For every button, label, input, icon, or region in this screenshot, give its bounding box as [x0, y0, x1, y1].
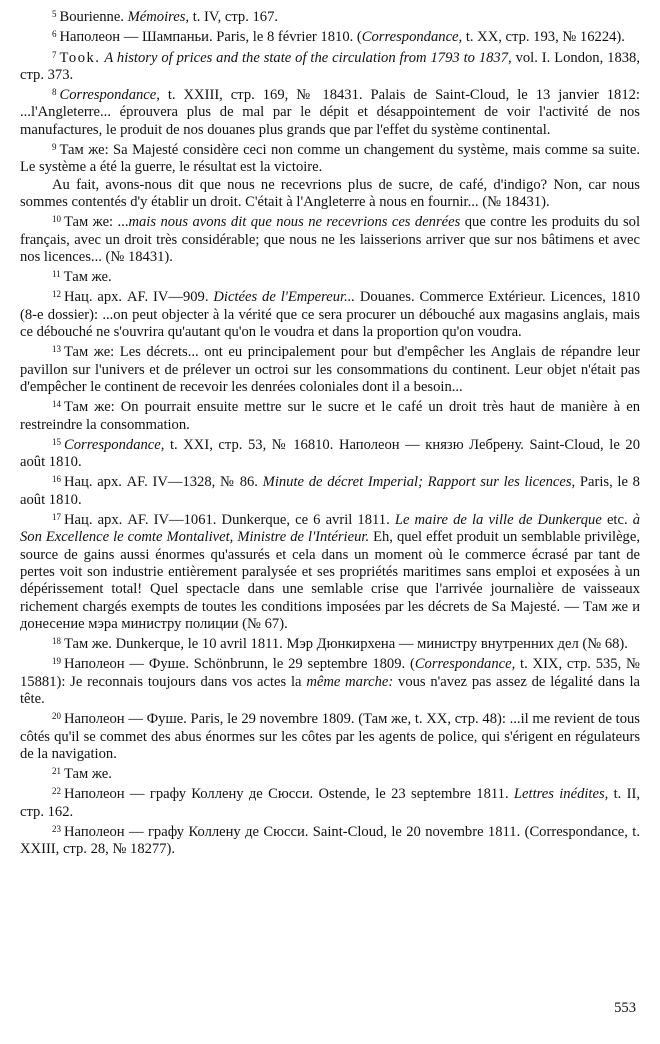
footnote-number: 20: [52, 711, 61, 722]
footnote-text: Dictées de l'Empereur...: [213, 289, 356, 306]
footnote-text: mais nous avons dit que nous ne recevrions ces denrées: [128, 214, 461, 231]
footnote-9: [20, 139, 640, 177]
footnote-text: Correspondance,: [59, 87, 160, 104]
footnote-number: 6: [52, 29, 57, 40]
footnote-19: [20, 653, 640, 708]
footnote-number: 8: [52, 87, 57, 98]
footnote-text: Le maire de la ville de Dunkerque: [394, 512, 602, 529]
footnote-text: A history of prices and the state of the circulation from 1793 to 1837,: [104, 49, 512, 66]
footnote-text: Наполеон — Фуше. Schönbrunn, le 29 septembre 1809. (: [64, 656, 415, 673]
footnote-number: 15: [52, 436, 61, 447]
footnote-text: t. II, стр. 162.: [20, 786, 640, 820]
footnote-18: [20, 633, 640, 653]
footnote-text: t. XXI, стр. 53, № 16810. Наполеон — князю Лебрену. Saint-Cloud, le 20 août 1810.: [20, 436, 640, 471]
footnote-16: [20, 471, 640, 509]
footnote-number: 17: [52, 512, 61, 523]
footnote-text: Eh, quel effet produit un semblable privilège, source de gains aussi énormes qu'assurés et cela dans un moment où le commerce écrasé par tant de pertes voit son industrie entièrement paralysée et ses propriétés maritimes sans emploi et exposées à un dépérissement total! Quel spectacle dans une semlable crise que l'arrivée journalière de vaisseaux richement chargés exempts de toutes les conditions imposées par les décrets de Sa Majesté. — Там же и донесение мэра министру полиции (№ 67).: [20, 529, 640, 632]
footnote-number: 21: [52, 766, 61, 777]
footnote-number: 22: [52, 786, 61, 797]
footnote-text: etc.: [601, 512, 633, 529]
footnote-text: t. IV, стр. 167.: [189, 9, 279, 25]
footnote-text: Наполеон — графу Коллену де Сюсси. Saint-Cloud, le 20 novembre 1811. (Correspondance, t. XXIII, стр. 28, № 18277).: [20, 824, 640, 858]
footnote-continuation: [20, 177, 640, 212]
footnote-text: Нац. арх. AF. IV—909.: [64, 289, 214, 306]
footnote-text: que contre les produits du sol français, avec un droit très considérable; que nous ne les laisserions arriver que sur nos bâtimens et avec nos licences... (№ 18431).: [20, 214, 640, 265]
footnote-text: vous n'avez pas assez de légalité dans la tête.: [20, 673, 640, 707]
footnote-number: 16: [52, 474, 61, 485]
footnote-text: Au fait, avons-nous dit que nous ne recevrions plus de sucre, de café, d'indigo? Non, car nous sommes contentés d'y établir un droit. C'était à l'Angleterre à nous en fournir... (№ 18431).: [20, 176, 640, 210]
footnote-text: Minute de décret Imperial; Rapport sur les licences,: [262, 474, 576, 491]
page-number: 553: [614, 1000, 636, 1016]
footnote-14: [20, 396, 640, 434]
footnote-12: [20, 286, 640, 341]
footnote-text: t. XX, стр. 193, № 16224).: [462, 29, 625, 46]
footnote-text: Нац. арх. AF. IV—1061. Dunkerque, ce 6 avril 1811.: [64, 512, 395, 529]
footnote-text: même marche:: [306, 673, 394, 690]
footnote-number: 7: [52, 49, 57, 60]
footnote-text: Correspondance,: [64, 436, 165, 453]
footnote-number: 23: [52, 824, 61, 835]
footnote-number: 13: [52, 344, 61, 355]
footnote-text: Там же: Les décrets... ont eu principalement pour but d'empêcher les Anglais de répandre leur pavillon sur l'univers et de prélever un octroi sur les consommations du continent. Leur objet n'était pas d'empêcher le continent de recevoir les denrées coloniales dont il a besoin...: [20, 344, 640, 395]
footnote-8: [20, 84, 640, 139]
footnote-text: Там же: Sa Majesté considère ceci non comme un changement du système, mais comme sa suite. Le système a été la guerre, le résultat est la victoire.: [20, 142, 640, 176]
footnote-22: [20, 783, 640, 821]
footnote-5: [20, 6, 640, 26]
footnote-10: [20, 211, 640, 266]
footnote-text: Took.: [59, 49, 101, 66]
footnote-20: [20, 708, 640, 763]
footnotes-block: [20, 6, 640, 859]
footnote-text: Lettres inédites,: [513, 786, 609, 803]
footnote-text: Наполеон — Шампаньи. Paris, le 8 février 1810. (: [59, 29, 362, 46]
footnote-text: Correspondance,: [361, 29, 463, 46]
footnote-number: 19: [52, 656, 61, 667]
footnote-text: Наполеон — Фуше. Paris, le 29 novembre 1809. (Там же, t. XX, стр. 48): ...il me revient de tous côtés qu'il se commet des abus énormes sur les côtes par les agents de police, qui s'érigent en régulateurs de la navigation.: [20, 711, 640, 762]
footnote-number: 18: [52, 636, 61, 647]
footnote-text: Douanes. Commerce Extérieur. Licences, 1810 (8-e dossier): ...on peut objecter à la vérité que ce sera procurer un débouché aux magasins anglais, mais ce débouché ne s'ouvrira qu'autant qu'on le voudra et dans la proportion qu'on voudra.: [20, 289, 640, 341]
footnote-text: à Son Excellence le comte Montalivet, Ministre de l'Intérieur.: [20, 512, 640, 546]
footnote-number: 12: [52, 289, 61, 300]
footnote-number: 10: [52, 214, 61, 225]
footnote-text: Там же: ...: [64, 214, 129, 231]
footnote-23: [20, 821, 640, 859]
footnote-text: Нац. арх. AF. IV—1328, № 86.: [64, 474, 263, 491]
footnote-text: t. XIX, стр. 535, № 15881): Je reconnais toujours dans vos actes la: [20, 656, 640, 690]
footnote-11: [20, 266, 640, 286]
footnote-text: t. XXIII, стр. 169, № 18431. Palais de Saint-Cloud, le 13 janvier 1812: ...l'Angleterre... éprouvera plus de mal par le dépit et désappointement de voir l'activité de nos manufactures, le produit de nos douanes plus grands que par l'effet du système continental.: [20, 87, 640, 138]
footnote-text: Там же.: [63, 269, 112, 286]
footnote-number: 11: [52, 269, 61, 280]
footnote-text: vol. I. London, 1838, стр. 373.: [20, 49, 640, 83]
footnote-number: 5: [52, 9, 57, 19]
footnote-17: [20, 509, 640, 633]
footnote-number: 14: [52, 399, 61, 410]
footnote-7: [20, 47, 640, 85]
footnote-text: Mémoires,: [127, 9, 190, 25]
footnote-text: Paris, le 8 août 1810.: [20, 474, 640, 508]
footnote-text: Там же: On pourrait ensuite mettre sur le sucre et le café un droit très haut de manière à en restreindre la consommation.: [20, 399, 640, 433]
footnote-6: [20, 26, 640, 46]
footnote-number: 9: [52, 142, 57, 153]
footnote-text: Там же.: [64, 766, 112, 783]
footnote-text: Там же. Dunkerque, le 10 avril 1811. Мэр Дюнкирхена — министру внутренних дел (№ 68).: [64, 636, 628, 653]
footnote-text: Bourienne.: [59, 9, 128, 25]
footnote-21: [20, 763, 640, 783]
footnote-text: Наполеон — графу Коллену де Сюсси. Ostende, le 23 septembre 1811.: [64, 786, 514, 803]
footnote-13: [20, 341, 640, 396]
footnote-text: Correspondance,: [414, 656, 516, 673]
footnote-15: [20, 434, 640, 472]
